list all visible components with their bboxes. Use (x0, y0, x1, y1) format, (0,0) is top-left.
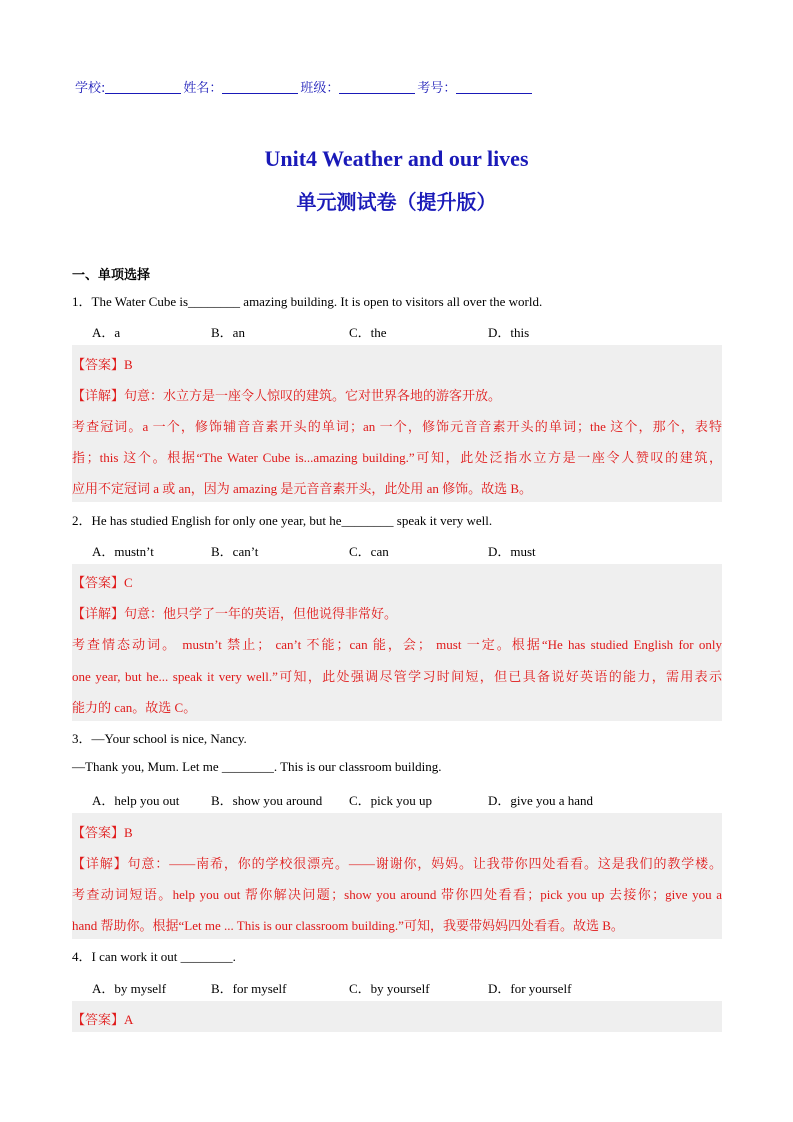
q1-answer: 【答案】B (72, 357, 133, 372)
q3-detail-1: 【详解】句意：——南希，你的学校很漂亮。——谢谢你，妈妈。让我带你四处看看。这是我们的教学楼。 (72, 856, 722, 871)
class-label: 班级： (300, 81, 340, 96)
q3-option-c: C．pick you up (349, 793, 433, 808)
q3-option-a: A．help you out (92, 793, 180, 808)
question-1-stem: 1．The Water Cube is________ amazing building. It is open to visitors all over the world. (72, 294, 543, 309)
q1-option-c: C．the (349, 325, 387, 340)
q1-option-b: B．an (211, 325, 245, 340)
q1-detail-3: 指；this 这个。根据“The Water Cube is...amazing building.”可知，此处泛指水立方是一座令人赞叹的建筑， (72, 450, 722, 465)
q1-detail-1: 【详解】句意：水立方是一座令人惊叹的建筑。它对世界各地的游客开放。 (72, 388, 502, 403)
q2-detail-2: 考查情态动词。 mustn’t 禁止； can’t 不能；can 能，会； must 一定。根据“He has studied English for only (72, 637, 722, 652)
q2-option-d: D．must (488, 544, 536, 559)
q3-option-d: D．give you a hand (488, 793, 594, 808)
q2-detail-3: one year, but he... speak it very well.”可知，此处强调尽管学习时间短，但已具备说好英语的能力，需用表示 (72, 669, 722, 684)
q2-answer: 【答案】C (72, 575, 133, 590)
page-subtitle: 单元测试卷（提升版） (296, 190, 497, 214)
q4-option-a: A．by myself (92, 981, 167, 996)
q3-detail-2: 考查动词短语。help you out 帮你解决问题；show you around 带你四处看看；pick you up 去接你；give you a (72, 887, 722, 902)
class-blank[interactable] (339, 81, 415, 94)
question-2-stem: 2．He has studied English for only one year, but he________ speak it very well. (72, 513, 493, 528)
q4-option-b: B．for myself (211, 981, 287, 996)
question-4-stem: 4．I can work it out ________. (72, 949, 236, 964)
question-3-stem-2: —Thank you, Mum. Let me ________. This is our classroom building. (72, 759, 442, 774)
school-label: 学校: (75, 81, 106, 96)
page-title: Unit4 Weather and our lives (264, 146, 529, 171)
q3-option-b: B．show you around (211, 793, 323, 808)
q4-answer: 【答案】A (72, 1012, 134, 1027)
q1-detail-2: 考查冠词。a 一个，修饰辅音音素开头的单词；an 一个，修饰元音音素开头的单词；the 这个，那个，表特 (72, 419, 722, 434)
name-label: 姓名： (183, 81, 223, 96)
section-heading: 一、单项选择 (72, 268, 151, 283)
exam-no-blank[interactable] (456, 81, 532, 94)
exam-no-label: 考号： (417, 81, 457, 96)
q2-detail-4: 能力的 can。故选 C。 (72, 700, 197, 715)
q1-detail-4: 应用不定冠词 a 或 an，因为 amazing 是元音音素开头，此处用 an 修饰。故选 B。 (72, 481, 533, 496)
q2-detail-1: 【详解】句意：他只学了一年的英语，但他说得非常好。 (72, 606, 398, 621)
school-blank[interactable] (105, 81, 181, 94)
q3-answer: 【答案】B (72, 825, 133, 840)
question-3-stem: 3．—Your school is nice, Nancy. (72, 731, 247, 746)
q2-option-c: C．can (349, 544, 389, 559)
q1-option-d: D．this (488, 325, 530, 340)
q4-answer-box (72, 1001, 722, 1032)
q2-option-a: A．mustn’t (92, 544, 154, 559)
q1-option-a: A．a (92, 325, 121, 340)
q4-option-d: D．for yourself (488, 981, 572, 996)
q3-detail-3: hand 帮助你。根据“Let me ... This is our classroom building.”可知，我要带妈妈四处看看。故选 B。 (72, 918, 624, 933)
name-blank[interactable] (222, 81, 298, 94)
q2-option-b: B．can’t (211, 544, 259, 559)
q4-option-c: C．by yourself (349, 981, 430, 996)
student-info-line (75, 77, 534, 96)
